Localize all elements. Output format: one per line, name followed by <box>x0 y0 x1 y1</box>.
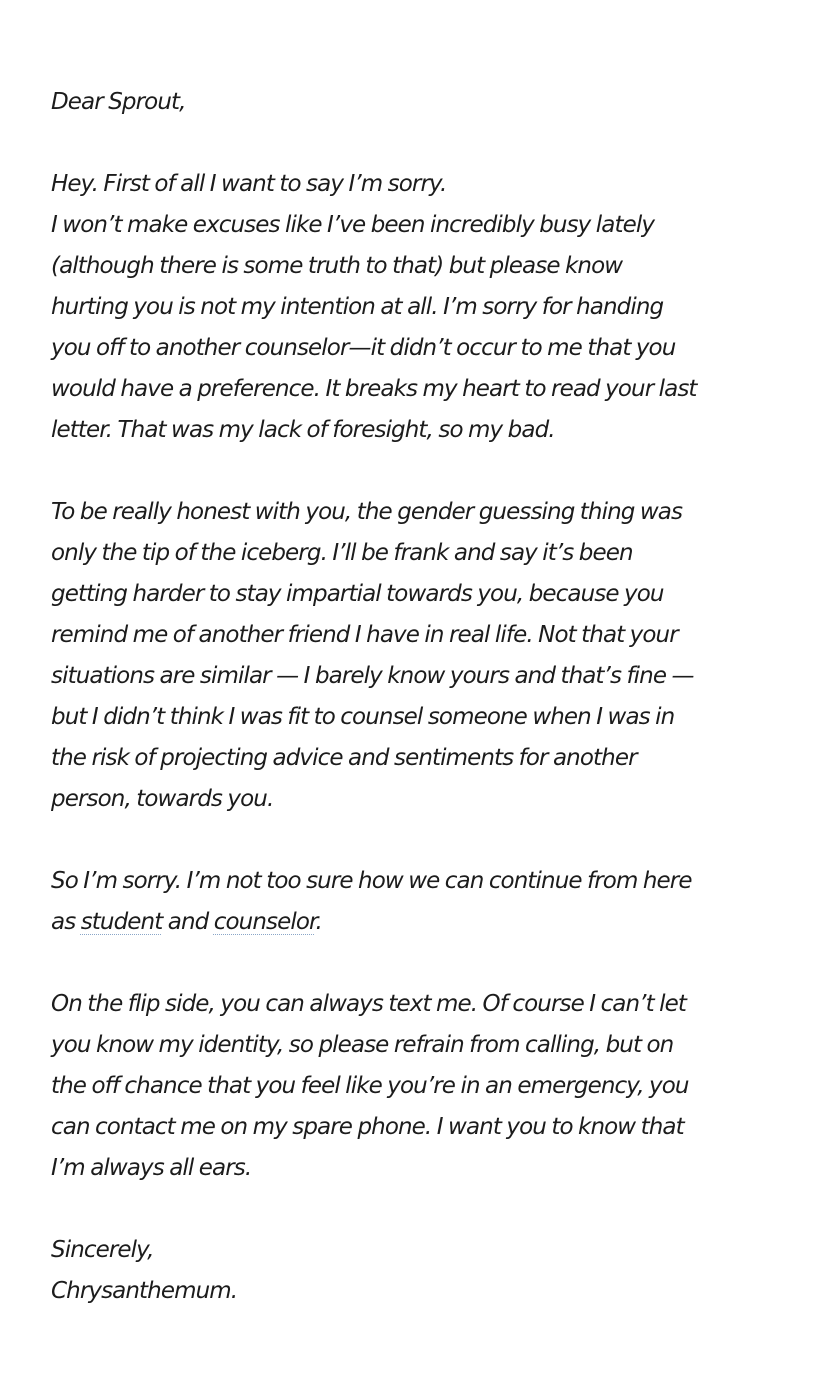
paragraph-sorry <box>51 861 791 943</box>
paragraph-line: letter. That was my lack of foresight, so my bad. <box>51 417 555 443</box>
paragraph-line: remind me of another friend I have in real life. Not that your <box>51 622 678 648</box>
paragraph-line: (although there is some truth to that) but please know <box>51 253 623 279</box>
closing-text: Sincerely, <box>51 1237 154 1263</box>
paragraph-line: I won’t make excuses like I’ve been incredibly busy lately <box>51 212 655 238</box>
paragraph-line: the risk of projecting advice and sentiments for another <box>51 745 637 771</box>
paragraph-line: the off chance that you feel like you’re in an emergency, you <box>51 1073 689 1099</box>
period: . <box>315 909 322 935</box>
signature-text: Chrysanthemum. <box>51 1278 238 1304</box>
paragraph-line: only the tip of the iceberg. I’ll be frank and say it’s been <box>51 540 633 566</box>
word-as: as <box>51 909 76 935</box>
salutation-text: Dear Sprout, <box>51 89 186 115</box>
paragraph-line <box>51 902 791 943</box>
paragraph-apology <box>51 164 791 451</box>
paragraph-line: situations are similar — I barely know yours and that’s fine — <box>51 663 694 689</box>
paragraph-line: Hey. First of all I want to say I’m sorry. <box>51 171 447 197</box>
paragraph-line: person, towards you. <box>51 786 274 812</box>
word-student: student <box>80 909 163 935</box>
paragraph-line: I’m always all ears. <box>51 1155 252 1181</box>
paragraph-line: So I’m sorry. I’m not too sure how we can continue from here <box>51 868 692 894</box>
paragraph-line: To be really honest with you, the gender guessing thing was <box>51 499 683 525</box>
paragraph-line: you know my identity, so please refrain from calling, but on <box>51 1032 674 1058</box>
paragraph-contact <box>51 984 791 1189</box>
paragraph-line: would have a preference. It breaks my heart to read your last <box>51 376 697 402</box>
letter-body <box>51 82 791 1353</box>
salutation <box>51 82 791 123</box>
sign-off <box>51 1230 791 1312</box>
paragraph-honesty <box>51 492 791 820</box>
paragraph-line: getting harder to stay impartial towards you, because you <box>51 581 664 607</box>
word-and: and <box>167 909 209 935</box>
paragraph-line: you off to another counselor—it didn’t occur to me that you <box>51 335 676 361</box>
paragraph-line: but I didn’t think I was fit to counsel someone when I was in <box>51 704 675 730</box>
paragraph-line: hurting you is not my intention at all. I’m sorry for handing <box>51 294 664 320</box>
paragraph-line: On the flip side, you can always text me. Of course I can’t let <box>51 991 686 1017</box>
paragraph-line: can contact me on my spare phone. I want you to know that <box>51 1114 684 1140</box>
word-counselor: counselor <box>213 909 316 935</box>
